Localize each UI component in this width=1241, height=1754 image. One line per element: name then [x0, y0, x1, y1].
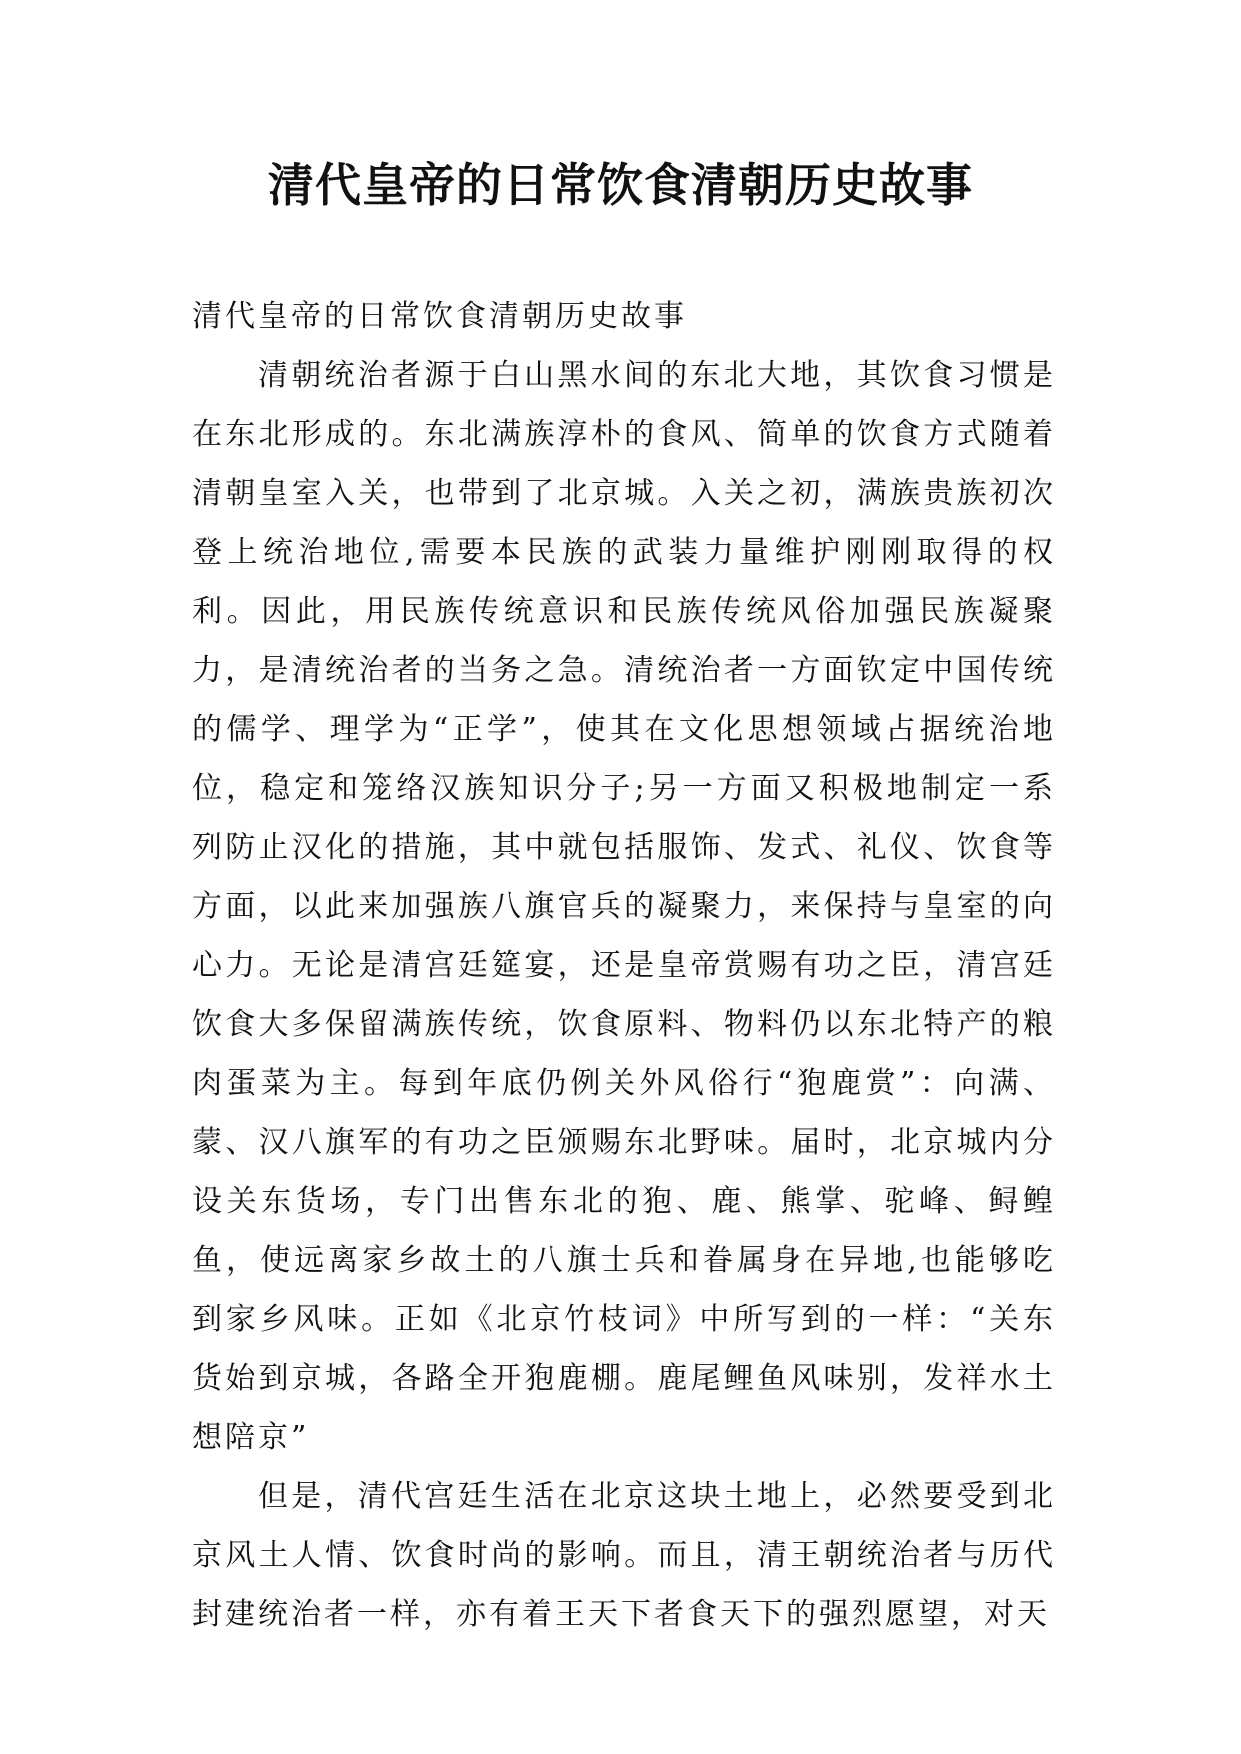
- document-subtitle: 清代皇帝的日常饮食清朝历史故事: [192, 299, 687, 334]
- paragraph-2: 但是，清代宫廷生活在北京这块土地上，必然要受到北京风土人情、饮食时尚的影响。而且，清王朝统治者与历代封建统治者一样，亦有着王天下者食天下的强烈愿望，对天: [192, 1479, 1056, 1632]
- paragraph-1: 清朝统治者源于白山黑水间的东北大地，其饮食习惯是在东北形成的。东北满族淳朴的食风、简单的饮食方式随着清朝皇室入关，也带到了北京城。入关之初，满族贵族初次登上统治地位,需要本民族的武装力量维护刚刚取得的权利。因此，用民族传统意识和民族传统风俗加强民族凝聚力，是清统治者的当务之急。清统治者一方面钦定中国传统的儒学、理学为“正学”，使其在文化思想领域占据统治地位，稳定和笼络汉族知识分子;另一方面又积极地制定一系列防止汉化的措施，其中就包括服饰、发式、礼仪、饮食等方面，以此来加强族八旗官兵的凝聚力，来保持与皇室的向心力。无论是清宫廷筵宴，还是皇帝赏赐有功之臣，清宫廷饮食大多保留满族传统，饮食原料、物料仍以东北特产的粮肉蛋菜为主。每到年底仍例关外风俗行“狍鹿赏”：向满、蒙、汉八旗军的有功之臣颁赐东北野味。届时，北京城内分设关东货场，专门出售东北的狍、鹿、熊掌、驼峰、鲟鳇鱼，使远离家乡故土的八旗士兵和眷属身在异地,也能够吃到家乡风味。正如《北京竹枝词》中所写到的一样：“关东货始到京城，各路全开狍鹿棚。鹿尾鲤鱼风味别，发祥水土想陪京”: [192, 358, 1056, 1455]
- document-title: 清代皇帝的日常饮食清朝历史故事: [268, 158, 973, 212]
- document-body: [192, 287, 1056, 1644]
